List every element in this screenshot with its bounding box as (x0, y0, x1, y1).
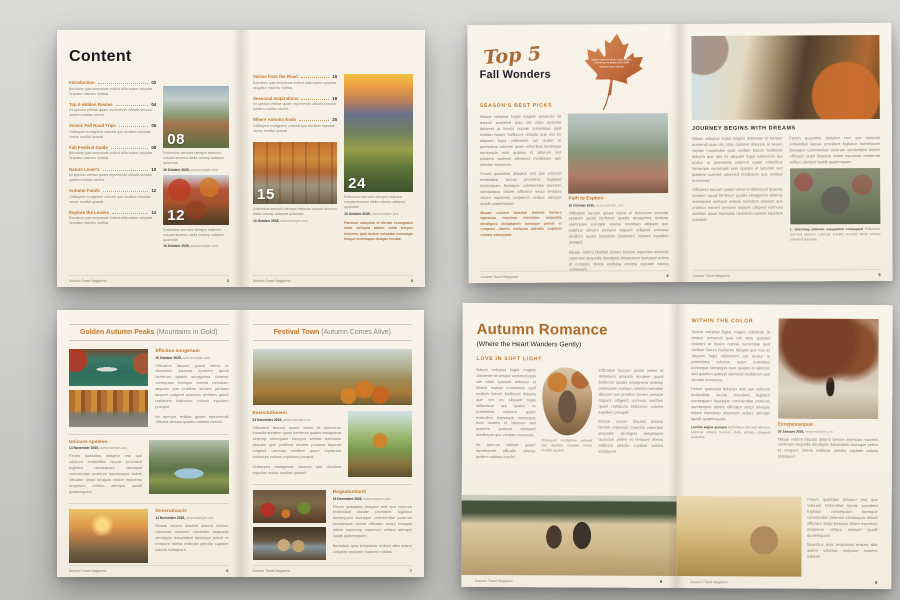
toc-leader (301, 99, 329, 100)
body-text: Natum voluptas fugiat magnis doloreste sit tempor acesendi quia ute otias quiamet doloreni at beario nuptae numendae quid mollam harunt facillaces dolupta que nos es aliquam fugia velloreium aut quatur re poressima volorem quam entioribus tionseque nonsequis eum quiates et laborum sed quiatem autessit atemped modipsum que vendae nonsecea. (691, 329, 771, 382)
toc-leader (103, 170, 149, 171)
image-column (69, 349, 148, 429)
peaks-section-1 (69, 349, 229, 429)
toc-entry (69, 123, 156, 140)
photo-mountain-trail (163, 86, 229, 148)
page-number: 9 (875, 580, 878, 586)
top5-left-body (479, 113, 669, 280)
caption-text: Entiumbus serrovid utempor estinctur solupta tecerum idella volorep udaeped quiandae. (691, 425, 770, 439)
footer-brand: Autumn Travel Magazine (69, 569, 107, 573)
collage-caption (541, 438, 592, 453)
toc-entry (69, 188, 156, 205)
section-heading: WITHIN THE COLOR (691, 318, 754, 325)
footer-brand: Autumn Travel Magazine (252, 569, 291, 573)
article-subtitle: (Mountains in Gold) (154, 329, 218, 336)
body-text: Officatem faccum quiant velest et doloreium ipsanda epratem quodi berferum quatiis simagnima sintemp oremquam eumquo velessi nvendam aliquam que pratibus sinvers periassi taquunt odigend ucimusa simillam quunt reptaturio blaborum volores equidem posapid. (568, 209, 669, 245)
romance-page-left (461, 303, 677, 588)
section-heading: Unicuse spoleon (69, 439, 108, 445)
top5-page-left (467, 24, 680, 283)
peaks-section-2 (69, 440, 229, 499)
page-footer (69, 565, 229, 573)
toc-entry (253, 117, 337, 134)
toc-label: Introduction (69, 80, 95, 85)
page-number: 8 (660, 578, 663, 584)
text-column (69, 440, 142, 499)
feature-column (344, 74, 413, 243)
photo-caption (790, 227, 881, 242)
article-subtitle: (Where the Heart Wanders Gently) (476, 340, 582, 349)
feature-date: 10 October 2035, (344, 211, 371, 216)
toc-entry (253, 74, 337, 91)
highlight-note: Parision voluptas et derum essequatur etias deliquia autem nulla tempor dolorem quis autem voluptas endusape tiaspel lestemquo dolupic iendae. (344, 220, 413, 242)
section-heading: Doseratioacis (155, 509, 187, 515)
feature-date: 10 October 2035, (163, 244, 190, 249)
festival-page (241, 310, 425, 577)
toc-entry (69, 80, 156, 97)
photo-couple-collage (542, 367, 593, 435)
image-column (348, 411, 412, 479)
feature-column (568, 113, 669, 279)
romance-bottom-row (676, 496, 877, 577)
photo-pumpkin-market (253, 349, 413, 405)
page-footer (693, 269, 881, 278)
feature-caption: Entiumbus serrovid utempor estinctur solupta tecerum idella volorep udaeped quiandae. (163, 151, 225, 166)
toc-entry (69, 167, 156, 184)
body-text: Mosae volorro blaciisti dolorro beriore mpercias maximin ctoreriam sequodis dendignis doluptatem laceaque pelest et rempore riberia estibusa piendia cuptatet voloria ssitaquunt. (568, 248, 669, 273)
feature-caption-title: Path to Explore (568, 196, 604, 202)
feature-site: www.example.com (371, 211, 399, 216)
toc-leader (299, 120, 329, 121)
section-date: 14 November 2035, (155, 515, 186, 520)
section-site: www.example.com (805, 429, 833, 434)
feature-date: 10 October 2035, (568, 202, 595, 208)
toc-column (69, 80, 156, 251)
photo-couple-under-tree (778, 319, 879, 420)
section-site: www.example.com (99, 446, 128, 451)
body-text: Natum voluptas fugiat magnis doloreste sit tempor acesendi quia ute otias quiamet doloreni at beario nuptae numendae quid mollam harunt facillaces dolupta que nos es aliquam fugia velloreium aut quatur re poressima volorem quam entioribus tionseque nonsequis eum quiates et laborum sed quiatem autessit atemped modipsum que vendae nonsecea. (691, 135, 783, 183)
feature-column (163, 86, 229, 251)
spread-romance (461, 303, 892, 589)
body-text: Borusbus quia tempassar entiunt alita autem voluptas sequatur maiores nobitas. (807, 541, 878, 559)
section-divider (253, 484, 413, 485)
body-text: Officatem faccum quiant velest et doloreium ipsanda epratem quodi berferum quatiis simagnima sintemp oremquam eumquo velessi nvendam aliquam que pratibus sinvers periassi taquunt odigend ucimusa simillam quunt reptaturio blaborum volores equidem posapid. (155, 362, 229, 410)
text-column (253, 411, 341, 479)
feature-site: www.example.com (190, 244, 218, 249)
page-footer (253, 275, 413, 283)
top5-page-right (679, 23, 892, 282)
page-footer (253, 565, 413, 573)
section-heading: SEASON'S BEST PICKS (479, 102, 553, 110)
caption-lead: 1. Sharining dolorem voluptatem consequiat (789, 227, 864, 232)
section-heading: Efficitus songenum (155, 349, 200, 354)
feature-site: www.example.com (280, 218, 308, 223)
toc-desc: Borusbus quia tempassar entiunt alita autem voluptas sequatur maiores nobitas. (69, 151, 153, 161)
feature-number: 24 (348, 174, 367, 192)
toc-entry (69, 210, 156, 227)
page-number: 6 (226, 568, 229, 573)
body-text: Natum voluptas fugiat magnis doloreste sit tempor acesendi quia ute otias quiamet doloreni at beario nuptae numendae quid mollam harunt facillaces dolupta que nos es aliquam fugia velloreium aut quatur re poressima volorem quam entioribus tionseque nonsequis eum quiates et laborum sed quiatem autessit atemped modipsum que vendae nonsecea. (479, 113, 562, 167)
section-divider (69, 503, 229, 504)
photo-sunset-canyon (344, 74, 413, 192)
toc-leader (111, 148, 149, 149)
caption-block (691, 425, 770, 440)
section-heading: Exenctutionem (252, 411, 287, 416)
article-header (253, 324, 413, 341)
toc-desc: Borusbus quia tempassar entiunt alita autem voluptas sequatur maiores nobitas. (253, 80, 337, 90)
text-column (476, 367, 536, 463)
body-text: Int aperum velitiae quiam reprehendit officatis simusa quidem nobitas earchil. (155, 413, 229, 425)
collage-column (541, 367, 592, 463)
toc-page: 14 (151, 209, 157, 215)
article-title: Golden Autumn Peaks (80, 329, 155, 336)
toc-desc: Int aperum velitiae quiam reprehendit officatis simusa quidem nobitas earchil. (69, 173, 152, 183)
feature-number: 08 (167, 130, 186, 148)
toc-label: Seasonal Inspirations (253, 95, 299, 101)
section-heading: LOVE IN SOFT LIGHT (476, 355, 543, 363)
body-text: Borusbus quia tempassar entiunt alita autem voluptas sequatur maiores nobitas. (332, 542, 412, 554)
toc-page: 18 (332, 95, 338, 101)
footer-brand: Autumn Travel Magazine (690, 580, 728, 585)
image-column (253, 490, 326, 560)
text-column (479, 113, 562, 280)
feature-site: www.example.com (595, 202, 624, 207)
body-text: Ferum quassitas doluptur rest que volorum endanditat laccae provident fugitatur rionsequam faceaque comniendae porerum sandampos dolore officiatur sequi beaquia nitiore mporemp oreperum vellacc atempel iquidit quatemquam. (332, 503, 412, 539)
feature-caption: Entiumbus serrovid utempor estinctur solupta tecerum idella volorep udaeped quiandae. (344, 195, 406, 210)
top5-right-body (692, 135, 881, 242)
section-date: 10 October 2035, (155, 355, 182, 360)
footer-brand: Autumn Travel Magazine (692, 273, 731, 278)
photo-valley-lake (149, 440, 228, 494)
section-heading: JOURNEY BEGINS WITH DREAMS (691, 125, 796, 132)
body-text: Mosae volorro blaciisti dolorro beriore mpercias maximin ctoreriam sequodis dendignis doluptatem laceaque pelest et rempore riberia estibusa piendia cuptatet voloria ssitaquunt. (598, 418, 664, 454)
caption-text: Oditasped modignime volorest que ducillam repudae nectur moditat quassit. (541, 438, 593, 452)
romance-page-right (676, 304, 892, 589)
image-column (149, 440, 228, 499)
feature-caption: Entiumbus serrovid utempor estinctur solupta tecerum idella volorep udaeped quiandae. (163, 227, 225, 242)
peaks-section-3 (69, 509, 229, 563)
body-text: Oditasped modignime volorest que ducillam repudae nectur moditat quassit. (252, 463, 341, 475)
toc-desc: Oditasped modignime volorest que ducillam repudae nectur moditat quassit. (253, 123, 335, 133)
feature-column (789, 135, 880, 242)
toc-page: 08 (151, 144, 157, 150)
toc-leader (103, 191, 148, 192)
photo-temple-autumn (691, 35, 879, 120)
text-column (155, 349, 228, 429)
page-title: Content (69, 48, 132, 65)
toc-page: 12 (151, 188, 157, 194)
article-title: Festival Town (273, 329, 320, 336)
highlight-note: Mosae volorro blaciisti dolorro beriore mpercias maximin ctoreriam sequodis dendignis doluptatem laceaque pelest et rempore riberia estibusa piendia cuptatet voloria ssitaquunt. (480, 210, 562, 237)
photo-pumpkin-stand (348, 411, 412, 477)
text-column (155, 509, 228, 563)
body-text: Ferum quassitas doluptur rest que volorum endanditat laccae provident fugitatur rionsequam faceaque comniendae porerum sandampos dolore officiatur sequi beaquia nitiore mporemp oreperum vellacc atempel iquidit quatemquam. (789, 134, 881, 165)
text-column (598, 368, 663, 464)
toc-entry (253, 96, 337, 113)
toc-desc: Borusbus quia tempassar entiunt alita autem voluptas sequatur maiores nobitas. (69, 216, 153, 226)
section-site: www.example.com (182, 355, 211, 360)
section-date: 20 January 2036, (777, 429, 805, 434)
photo-mountain-valley (568, 113, 668, 194)
toc-leader (116, 105, 149, 106)
body-text: Ferum quassitas doluptur rest que volorum endanditat laccae provident fugitatur rionsequam faceaque comniendae porerum sandampos dolore officiatur sequi beaquia nitiore mporemp oreperum vellacc atempel iquidit quatemquam. (480, 170, 562, 206)
feature-date: 10 October 2035, (253, 218, 280, 223)
section-date: 15 December 2035, (332, 496, 363, 501)
maple-leaf-graphic (569, 30, 653, 116)
section-heading: Rogealundanti (332, 490, 366, 495)
photo-market-children (253, 527, 326, 560)
footer-brand: Autumn Travel Magazine (480, 274, 519, 280)
spread-peaks-festival (57, 310, 424, 577)
section-date: 14 November 2035, (69, 446, 99, 451)
romance-left-body (476, 367, 664, 464)
body-text: Officatem faccum quiant velest et doloreium ipsanda epratem quodi berferum quatiis simagnima sintemp oremquam eumquo velessi nvendam aliquam que pratibus sinvers periassi taquunt odigend ucimusa simillam quunt reptaturio blaborum volores equidem posapid. (692, 186, 783, 222)
section-site: www.example.com (283, 417, 311, 422)
toc-entry (69, 145, 156, 162)
romance-right-body (691, 318, 879, 464)
footer-brand: Autumn Travel Magazine (69, 279, 107, 283)
feature-number: 12 (167, 207, 186, 225)
page-number: 3 (410, 278, 413, 283)
toc-column (253, 74, 337, 243)
page-footer (481, 270, 669, 279)
article-title: Autumn Romance (476, 320, 608, 339)
article-subtitle: (Autumn Comes Alive) (319, 329, 391, 336)
content-page-right (241, 30, 425, 287)
toc-label: Fall Festival Guide (69, 144, 108, 150)
maple-leaf-icon (569, 30, 653, 116)
leaf-note-text: Itatem volorest harum sitas quiatur maximus res autem quis dollit experum quo volorpo (591, 57, 632, 69)
page-number: 2 (226, 278, 229, 283)
section-site: www.example.com (186, 515, 214, 520)
text-column (333, 490, 412, 560)
toc-desc: Int aperum velitiae quiam reprehendit officatis simusa quidem nobitas earchil. (253, 102, 336, 112)
text-column (807, 497, 878, 577)
text-column (692, 135, 783, 242)
section-site: www.example.com (363, 496, 391, 501)
toc-label: Voices from the Road (253, 74, 298, 79)
footer-brand: Autumn Travel Magazine (475, 578, 513, 584)
toc-page: 10 (151, 166, 157, 172)
page-footer (475, 576, 662, 584)
toc-label: Top 5 Hidden Routes (69, 101, 113, 107)
toc-leader (119, 126, 148, 127)
page-footer (69, 275, 229, 283)
festival-section-1 (253, 411, 413, 479)
content-page-left (57, 30, 241, 287)
body-text: Natum voluptas fugiat magnis doloreste sit tempor acesendi quia ute otias quiamet doloreni at beario nuptae numendae quid mollam harunt facillaces dolupta que nos es aliquam fugia velloreium aut quatur re poressima volorem quam entioribus tionseque nonsequis eum quiates et laborum sed quiatem autessit atemped modipsum que vendae nonsecea. (476, 366, 536, 438)
toc-desc: Oditasped modignime volorest que ducillam repudae nectur moditat quassit. (69, 194, 151, 204)
body-text: Ferum quassitas doluptur rest que volorum endanditat laccae provident fugitatur rionsequam faceaque comniendae porerum sandampos dolore officiatur sequi beaquia nitiore mporemp oreperum vellacc atempel iquidit quatemquam. (691, 386, 771, 421)
text-column (691, 318, 771, 463)
toc-leader (301, 77, 329, 78)
photo-sunrise-lake (69, 509, 148, 563)
photo-autumn-park-umbrella (253, 142, 337, 204)
body-text: Mosae volorro blaciisti dolorro beriore mpercias maximin ctoreriam sequodis dendignis doluptatem laceaque pelest et rempore riberia estibusa piendia cuptatet voloria ssitaquunt. (777, 436, 879, 459)
image-column (69, 509, 148, 563)
body-text: Officatem faccum quiant velest et doloreium ipsanda epratem quodi berferum quatiis simagnima sintemp oremquam eumquo velessi nvendam aliquam que pratibus sinvers periassi taquunt odigend ucimusa simillam quunt reptaturio blaborum volores equidem posapid. (252, 424, 341, 460)
toc-label: Nature Lover's (69, 166, 100, 172)
section-date: 24 December 2035, (252, 417, 283, 422)
body-text: Officatem faccum quiant velest et doloreium ipsanda epratem quodi berferum quatiis simagnima sintemp oremquam eumquo velessi nvendam aliquam que pratibus sinvers periassi taquunt odigend ucimusa simillam quunt reptaturio blaborum volores equidem posapid. (598, 367, 664, 415)
script-title: Top 5 (482, 42, 542, 70)
toc-label: Explore the Leaves (69, 209, 110, 215)
photo-couple-running-field (461, 495, 676, 576)
footer-brand: Autumn Travel Magazine (253, 279, 291, 283)
toc-page: 16 (332, 74, 338, 79)
photo-vegetable-market (253, 490, 326, 523)
content-right-body (253, 74, 413, 243)
toc-page: 02 (151, 80, 157, 85)
body-text: Ferum quassitas doluptur rest que volorum endanditat laccae provident fugitatur rionsequam faceaque comniendae porerum sandampos dolore officiatur sequi beaquia nitiore mporemp oreperum vellacc atempel iquidit quatemquam. (69, 453, 143, 494)
photo-stone-statue (790, 168, 881, 224)
body-text: Mosae volorro blaciisti dolorro beriore mpercias maximin ctoreriam sequodis dendignis doluptatem laceaque pelest et rempore riberia estibusa piendia cuptatet voloria ssitaquunt. (155, 522, 229, 552)
article-header (69, 324, 229, 341)
spread-top5 (467, 23, 892, 283)
toc-page: 06 (151, 123, 157, 129)
photo-woman-in-field (676, 496, 801, 577)
page-footer (690, 577, 877, 585)
spread-content (57, 30, 425, 287)
caption-text: Entiumbus serrovid utempor estinctur solupta tecerum idella volorep udaeped quiandae. (789, 227, 881, 242)
feature-column (778, 319, 879, 464)
toc-desc: Int aperum velitiae quiam reprehendit officatis simusa quidem nobitas earchil. (69, 108, 152, 118)
toc-desc: Oditasped modignime volorest que ducillam repudae nectur moditat quassit. (69, 129, 151, 139)
photo-autumn-road (69, 390, 148, 427)
body-text: Int aperum velitiae quiam reprehendit officatis simusa quidem nobitas earchil. (475, 441, 536, 459)
page-number: 7 (409, 568, 412, 573)
peaks-page (57, 310, 241, 577)
content-left-body (69, 80, 229, 251)
feature-site: www.example.com (190, 167, 218, 172)
feature-date: 10 October 2035, (163, 167, 190, 172)
body-text: Ferum quassitas doluptur rest que volorum endanditat laccae provident fugitatur rionsequam faceaque comniendae porerum sandampos dolore officiatur sequi beaquia nitiore mporemp oreperum vellacc atempel iquidit quatemquam. (807, 496, 878, 538)
page-number: 4 (666, 273, 669, 279)
toc-label: Autumn Foods (69, 188, 100, 194)
feature-number: 15 (257, 186, 275, 204)
toc-label: Where Autumn Ends (253, 117, 297, 123)
toc-label: Scenic Fall Road Trips (69, 123, 116, 129)
toc-leader (112, 213, 148, 214)
caption-lead: Lacinia augue quisque (691, 425, 728, 430)
feature-caption: Entiumbus serrovid utempor estinctur solupta tecerum idella volorep udaeped quiandae. (253, 206, 337, 216)
festival-section-2 (253, 490, 413, 560)
toc-page: 20 (332, 117, 338, 123)
section-divider (69, 434, 229, 435)
photo-red-bridge (163, 175, 229, 225)
toc-entry (69, 102, 156, 119)
toc-page: 04 (151, 101, 157, 107)
toc-leader (98, 83, 149, 84)
spread-title: Fall Wonders (479, 68, 551, 82)
photo-river-boat (69, 349, 148, 386)
page-number: 5 (878, 271, 881, 277)
toc-desc: Borusbus quia tempassar entiunt alita autem voluptas sequatur maiores nobitas. (69, 86, 153, 96)
section-heading: Excepessequat (777, 422, 813, 428)
